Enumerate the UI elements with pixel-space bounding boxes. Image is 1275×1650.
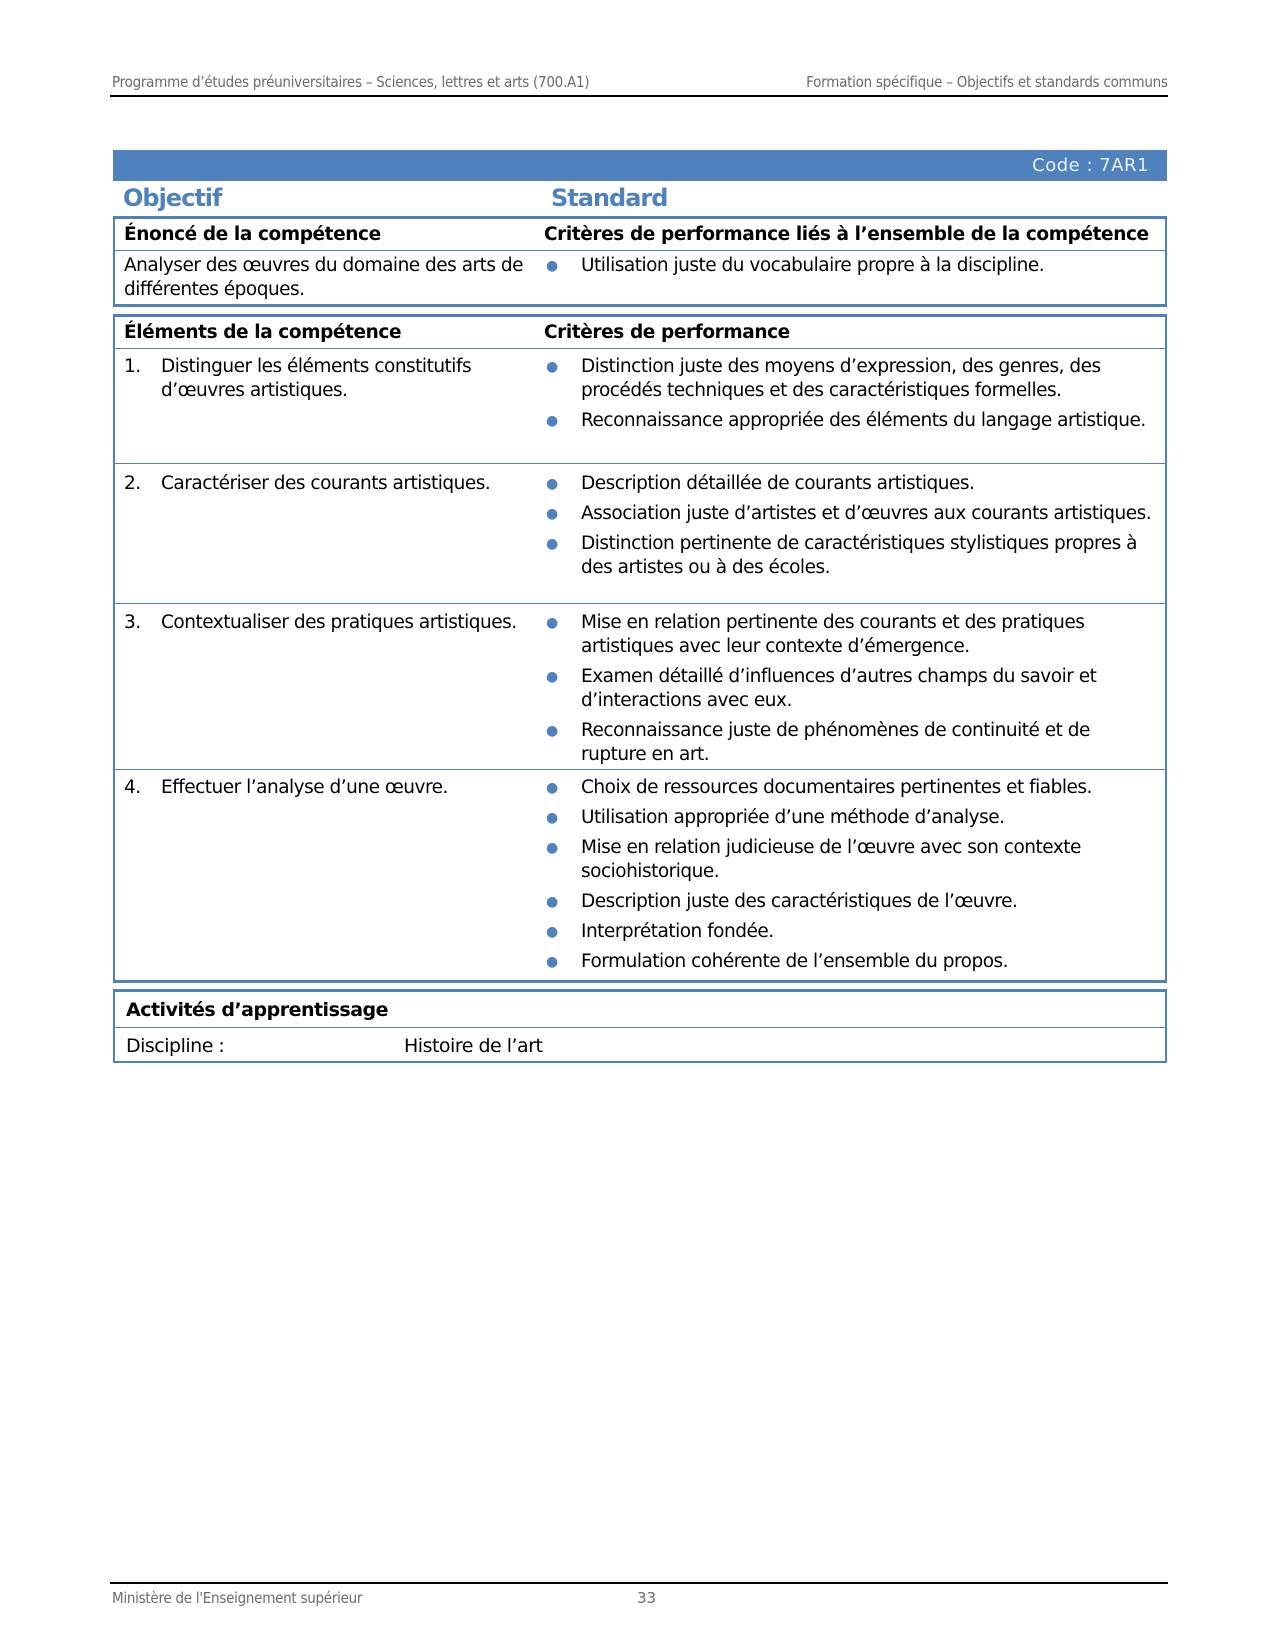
list-item [544,665,1155,713]
element-text: Caractériser des courants artistiques. [161,472,491,494]
bullet-dot-icon: ● [546,475,558,492]
critere-text: Distinction juste des moyens d’expression, des genres, des procédés techniques et des caractéristiques formelles. [581,355,1101,401]
bullet-dot-icon: ● [546,669,558,685]
list-item [544,611,1155,659]
list-item [544,254,1155,278]
table-row [115,464,1165,604]
element-number: 2. [124,472,141,494]
list-item [544,776,1155,800]
table-row [115,770,1165,980]
footer-rule [110,1582,1168,1584]
critere-text: Examen détaillé d’influences d’autres champs du savoir et d’interactions avec eux. [581,666,1097,711]
activities-header: Activités d’apprentissage [126,998,388,1021]
critere-text: Description détaillée de courants artistiques. [581,472,975,494]
bullet-dot-icon: ● [546,810,558,826]
table-row [115,604,1165,770]
table-row [115,349,1165,464]
critere-text: Utilisation juste du vocabulaire propre à la discipline. [581,255,1045,276]
code-bar [113,150,1167,181]
element-number: 1. [124,355,141,377]
criteres-list [536,254,1165,307]
activities-table [113,989,1167,1063]
bullet-dot-icon: ● [546,840,558,856]
header-rule [110,95,1168,97]
footer-ministry: Ministère de l'Enseignement supérieur [112,1589,363,1607]
list-item [544,472,1155,496]
table-header-row [115,317,1165,349]
bullet-dot-icon: ● [546,358,558,375]
list-item [544,836,1155,884]
bullet-dot-icon: ● [546,780,558,796]
bullet-dot-icon: ● [546,258,558,274]
list-item [544,355,1155,403]
course-code: Code : 7AR1 [1032,155,1149,176]
critere-text: Reconnaissance appropriée des éléments du langage artistique. [581,409,1146,431]
list-item [544,806,1155,830]
table-row [115,1028,1165,1063]
competence-table [113,216,1167,307]
bullet-dot-icon: ● [546,924,558,940]
objectif-heading: Objectif [123,184,222,212]
element-text: Distinguer les éléments constitutifs d’œuvres artistiques. [161,355,472,401]
table-row [115,251,1165,307]
enonce-header: Énoncé de la compétence [124,224,381,245]
bullet-dot-icon: ● [546,954,558,970]
enonce-text: Analyser des œuvres du domaine des arts de différentes époques. [124,255,524,300]
critere-text: Description juste des caractéristiques de l’œuvre. [581,891,1018,912]
bullet-dot-icon: ● [546,615,558,631]
discipline-value: Histoire de l’art [404,1034,543,1057]
criteres-global-header: Critères de performance liés à l’ensemble de la compétence [544,224,1149,245]
bullet-dot-icon: ● [546,894,558,910]
elements-table [113,314,1167,983]
list-item [544,502,1155,526]
table-header-row [115,219,1165,251]
running-header-right: Formation spécifique – Objectifs et standards communs [806,73,1168,91]
element-text: Contextualiser des pratiques artistiques. [161,612,517,633]
list-item [544,890,1155,914]
list-item [544,920,1155,944]
bullet-dot-icon: ● [546,505,558,522]
critere-text: Interprétation fondée. [581,921,774,942]
element-number: 4. [124,777,141,798]
criteres-header: Critères de performance [544,321,790,343]
discipline-label: Discipline : [126,1034,225,1057]
standard-heading: Standard [551,184,668,212]
list-item [544,950,1155,974]
list-item [544,719,1155,767]
critere-text: Formulation cohérente de l’ensemble du propos. [581,951,1009,972]
critere-text: Choix de ressources documentaires pertinentes et fiables. [581,777,1092,798]
critere-text: Utilisation appropriée d’une méthode d’analyse. [581,807,1005,828]
running-header-left: Programme d’études préuniversitaires – Sciences, lettres et arts (700.A1) [112,73,590,91]
critere-text: Reconnaissance juste de phénomènes de continuité et de rupture en art. [581,720,1090,765]
bullet-dot-icon: ● [546,412,558,429]
page-number: 33 [637,1589,657,1607]
list-item [544,409,1155,433]
bullet-dot-icon: ● [546,723,558,739]
critere-text: Distinction pertinente de caractéristiques stylistiques propres à des artistes ou à des écoles. [581,532,1137,578]
critere-text: Mise en relation pertinente des courants et des pratiques artistiques avec leur contexte d’émergence. [581,612,1085,657]
critere-text: Association juste d’artistes et d’œuvres aux courants artistiques. [581,502,1152,524]
table-header-row [115,992,1165,1028]
element-number: 3. [124,612,141,633]
elements-header: Éléments de la compétence [124,321,402,343]
element-text: Effectuer l’analyse d’une œuvre. [161,777,448,798]
bullet-dot-icon: ● [546,535,558,552]
critere-text: Mise en relation judicieuse de l’œuvre avec son contexte sociohistorique. [581,837,1081,882]
list-item [544,532,1155,580]
